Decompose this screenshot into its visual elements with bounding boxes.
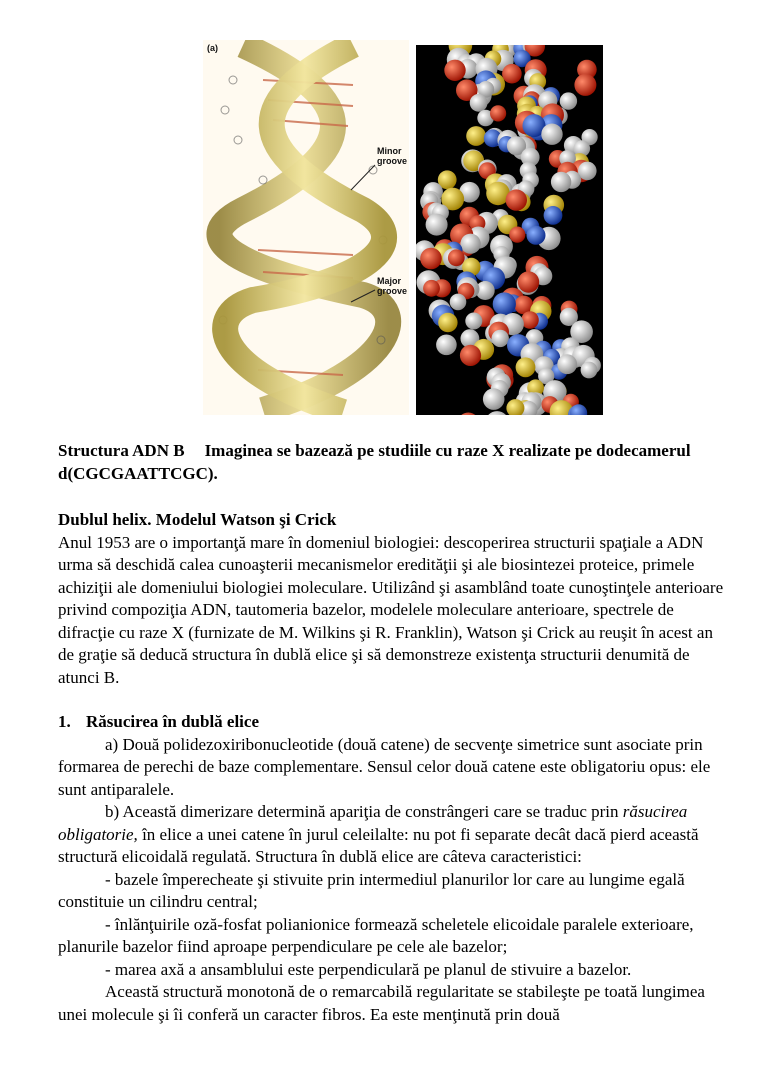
paragraph-a: a) Două polidezoxiribonucleotide (două catene) de secvenţe simetrice sunt asociate prin formarea de perechi de baze complementare. Sensul celor două catene este obligatoriu opus: ele sunt antiparalele. [58, 734, 711, 799]
atom-sphere [521, 311, 539, 329]
atom-sphere [423, 280, 440, 297]
dna-ribbon-model-image [203, 40, 409, 415]
major-groove-label: Major groove [377, 276, 408, 296]
atom-sphere [541, 124, 562, 145]
atom-sphere [557, 354, 577, 374]
atom-sphere [450, 294, 467, 311]
bullet-3: - marea axă a ansamblului este perpendiculară pe planul de stivuire a bazelor. [105, 959, 632, 979]
atom-sphere [574, 74, 596, 96]
main-section [58, 509, 730, 1026]
minor-groove-label: Minor groove [377, 146, 408, 166]
subheading-text: Răsucirea în dublă elice [86, 712, 259, 731]
bullet-2: - înlănţuirile oză-fosfat polianionice formează scheletele elicoidale paralele exterioare, planurile bazelor fiind aproape perpendiculare pe cele ale bazelor; [58, 914, 694, 956]
atom-sphere [490, 105, 506, 121]
atom-sphere [470, 94, 488, 112]
figure-panel-label: (a) [207, 43, 218, 53]
atom-sphere [436, 335, 457, 356]
dna-space-filling-model-image [416, 45, 603, 415]
atom-sphere [506, 189, 527, 210]
caption-title: Structura ADN B [58, 441, 185, 460]
atom-sphere [460, 345, 481, 366]
atom-sphere [438, 313, 457, 332]
closing-paragraph: Această structură monotonă de o remarcabilă regularitate se stabileşte pe toată lungimea unei molecule şi îi conferă un caracter fibros. Ea este menţinută prin două [58, 982, 705, 1024]
emphasis-text: răsucirea obligatorie, [58, 802, 688, 844]
atom-sphere [483, 388, 505, 410]
atom-sphere [426, 214, 448, 236]
atom-sphere [518, 271, 539, 292]
atom-sphere [448, 249, 465, 266]
atom-sphere [457, 413, 479, 416]
atom-sphere [461, 234, 481, 254]
bullet-1: - bazele împerecheate şi stivuite prin intermediul planurilor lor care au lungime egală constituie un cilindru central; [58, 869, 685, 911]
atom-sphere [485, 411, 509, 415]
subheading-number: 1. [58, 712, 71, 731]
atom-sphere [466, 126, 486, 146]
paragraph-b: b) Această dimerizare determină apariţia de constrângeri care se traduc prin răsucirea obligatorie, în elice a unei catene în jurul celeilalte: nu pot fi separate decât dacă pierd această structură elicoidală regulată. Structura în dublă elice are câteva caracteristici: [58, 802, 699, 866]
caption-text: Imaginea se bazează pe studiile cu raze X realizate pe dodecamerul d(CGCGAATTCGC). [58, 441, 691, 483]
dna-figure [203, 40, 603, 415]
atom-sphere [516, 357, 536, 377]
figure-caption [58, 440, 730, 485]
atom-sphere [544, 206, 563, 225]
atom-sphere [502, 64, 522, 84]
atom-sphere [560, 92, 577, 109]
atom-sphere [551, 172, 571, 192]
atom-sphere [509, 227, 525, 243]
atom-sphere [492, 330, 509, 347]
atom-sphere [444, 60, 465, 81]
atom-sphere [581, 362, 598, 379]
atom-sphere [578, 162, 597, 181]
atom-sphere [465, 313, 482, 330]
atom-sphere [493, 292, 516, 315]
intro-paragraph: Anul 1953 are o importanţă mare în domeniul biologiei: descoperirea structurii spaţiale a ADN urma să deschidă calea cunoaşterii mecanismelor eredităţii şi ale biosintezei proteice, primele achiziţii ale domeniului biologiei moleculare. Utilizând şi asamblând toate cunoştinţele anterioare privind compoziţia ADN, tautomeria bazelor, modelele moleculare anterioare, spectrele de difracţie cu raze X (furnizate de M. Wilkins şi R. Franklin), Watson şi Crick au reuşit în acest an de graţie să deducă structura în dublă elice şi să demonstreze existenţa structurii denumită de atunci B. [58, 532, 724, 687]
atom-sphere [527, 226, 546, 245]
section-heading: Dublul helix. Modelul Watson şi Crick [58, 510, 337, 529]
subheading [58, 711, 730, 734]
atom-sphere [420, 248, 442, 270]
